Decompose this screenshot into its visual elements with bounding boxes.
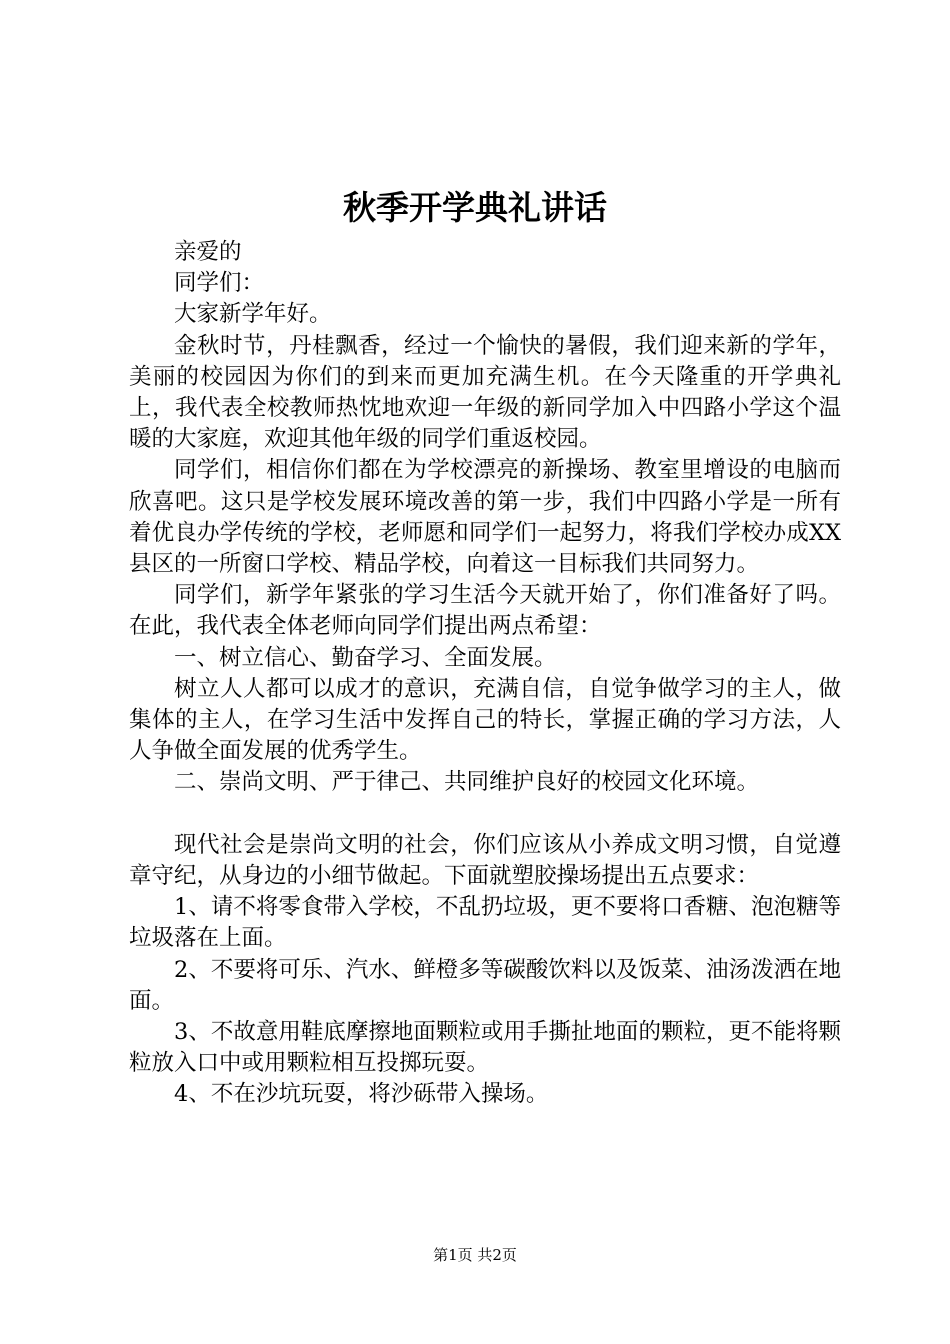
body-paragraph: 金秋时节，丹桂飘香，经过一个愉快的暑假，我们迎来新的学年，美丽的校园因为你们的到来而更加充满生机。在今天隆重的开学典礼上，我代表全校教师热忱地欢迎一年级的新同学加入中四路小学这个温暖的大家庭，欢迎其他年级的同学们重返校园。: [129, 332, 841, 453]
blank-line: [129, 799, 841, 830]
rule-item: 2、不要将可乐、汽水、鲜橙多等碳酸饮料以及饭菜、油汤泼洒在地面。: [129, 956, 841, 1014]
rule-item: 3、不故意用鞋底摩擦地面颗粒或用手撕扯地面的颗粒，更不能将颗粒放入口中或用颗粒相互投掷玩耍。: [129, 1019, 841, 1077]
body-paragraph: 同学们，新学年紧张的学习生活今天就开始了，你们准备好了吗。在此，我代表全体老师向同学们提出两点希望：: [129, 582, 841, 640]
rule-item: 1、请不将零食带入学校，不乱扔垃圾，更不要将口香糖、泡泡糖等垃圾落在上面。: [129, 894, 841, 952]
document-title: 秋季开学典礼讲话: [343, 188, 607, 227]
document-body: [129, 237, 841, 1111]
section-heading: 二、崇尚文明、严于律己、共同维护良好的校园文化环境。: [174, 769, 760, 796]
salutation-line-2: 同学们：: [174, 270, 265, 297]
rule-item: 4、不在沙坑玩耍，将沙砾带入操场。: [174, 1081, 549, 1108]
body-paragraph: 同学们，相信你们都在为学校漂亮的新操场、教室里增设的电脑而欣喜吧。这只是学校发展环境改善的第一步，我们中四路小学是一所有着优良办学传统的学校，老师愿和同学们一起努力，将我们学校办成XX县区的一所窗口学校、精品学校，向着这一目标我们共同努力。: [129, 457, 841, 578]
body-paragraph: 现代社会是崇尚文明的社会，你们应该从小养成文明习惯，自觉遵章守纪，从身边的小细节做起。下面就塑胶操场提出五点要求：: [129, 831, 841, 890]
section-heading: 一、树立信心、勤奋学习、全面发展。: [174, 644, 557, 671]
greeting-paragraph: 大家新学年好。: [174, 301, 332, 328]
page-number-footer: 第1页 共2页: [433, 1246, 517, 1264]
salutation-line-1: 亲爱的: [174, 239, 242, 265]
body-paragraph: 树立人人都可以成才的意识，充满自信，自觉争做学习的主人，做集体的主人，在学习生活中发挥自己的特长，掌握正确的学习方法，人人争做全面发展的优秀学生。: [129, 675, 841, 765]
